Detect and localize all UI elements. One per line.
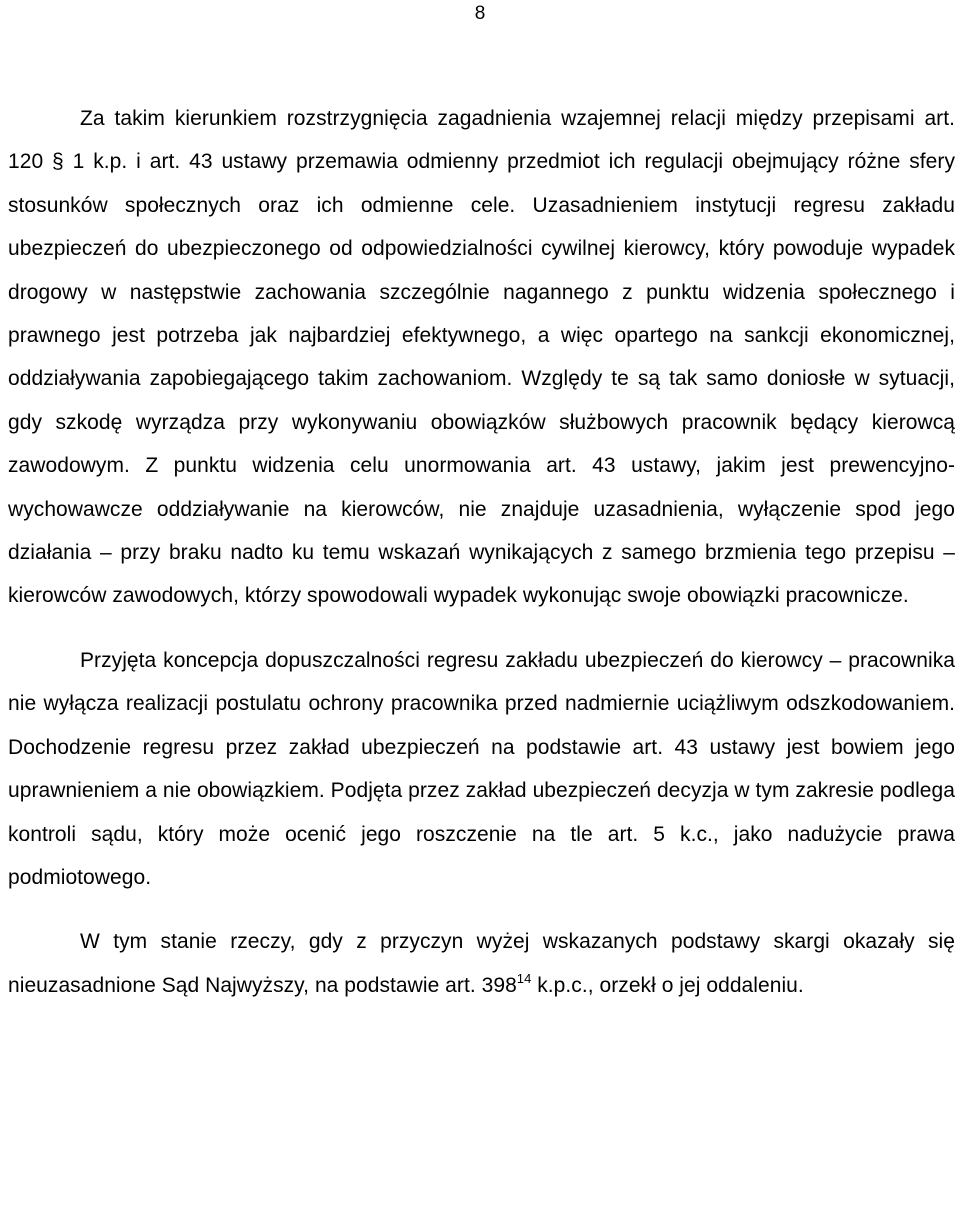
paragraph-2: Przyjęta koncepcja dopuszczalności regresu zakładu ubezpieczeń do kierowcy – pracownika nie wyłącza realizacji postulatu ochrony pracownika przed nadmiernie uciążliwym odszkodowaniem. Dochodzenie regresu przez zakład ubezpieczeń na podstawie art. 43 ustawy jest bowiem jego uprawnieniem a nie obowiązkiem. Podjęta przez zakład ubezpieczeń decyzja w tym zakresie podlega kontroli sądu, który może ocenić jego roszczenie na tle art. 5 k.c., jako nadużycie prawa podmiotowego. [8, 648, 955, 889]
paragraph-1: Za takim kierunkiem rozstrzygnięcia zagadnienia wzajemnej relacji między przepisami art. 120 § 1 k.p. i art. 43 ustawy przemawia odmienny przedmiot ich regulacji obejmujący różne sfery stosunków społecznych oraz ich odmienne cele. Uzasadnieniem instytucji regresu zakładu ubezpieczeń do ubezpieczonego od odpowiedzialności cywilnej kierowcy, który powoduje wypadek drogowy w następstwie zachowania szczególnie nagannego z punktu widzenia społecznego i prawnego jest potrzeba jak najbardziej efektywnego, a więc opartego na sankcji ekonomicznej, oddziaływania zapobiegającego takim zachowaniom. Względy te są tak samo doniosłe w sytuacji, gdy szkodę wyrządza przy wykonywaniu obowiązków służbowych pracownik będący kierowcą zawodowym. Z punktu widzenia celu unormowania art. 43 ustawy, jakim jest prewencyjno-wychowawcze oddziaływanie na kierowców, nie znajduje uzasadnienia, wyłączenie spod jego działania – przy braku nadto ku temu wskazań wynikających z samego brzmienia tego przepisu – kierowców zawodowych, którzy spowodowali wypadek wykonując swoje obowiązki pracownicze. [8, 107, 955, 608]
paragraph-3-text-before: W tym stanie rzeczy, gdy z przyczyn wyżej wskazanych podstawy skargi okazały się nieuzasadnione Sąd Najwyższy, na podstawie art. 398 [8, 930, 955, 997]
page-number: 8 [474, 3, 486, 24]
paragraph-3-text-after: k.p.c., orzekł o jej oddaleniu. [531, 973, 804, 997]
paragraph-3 [8, 920, 955, 1007]
document-body [8, 97, 955, 1007]
article-superscript: 14 [516, 970, 532, 986]
